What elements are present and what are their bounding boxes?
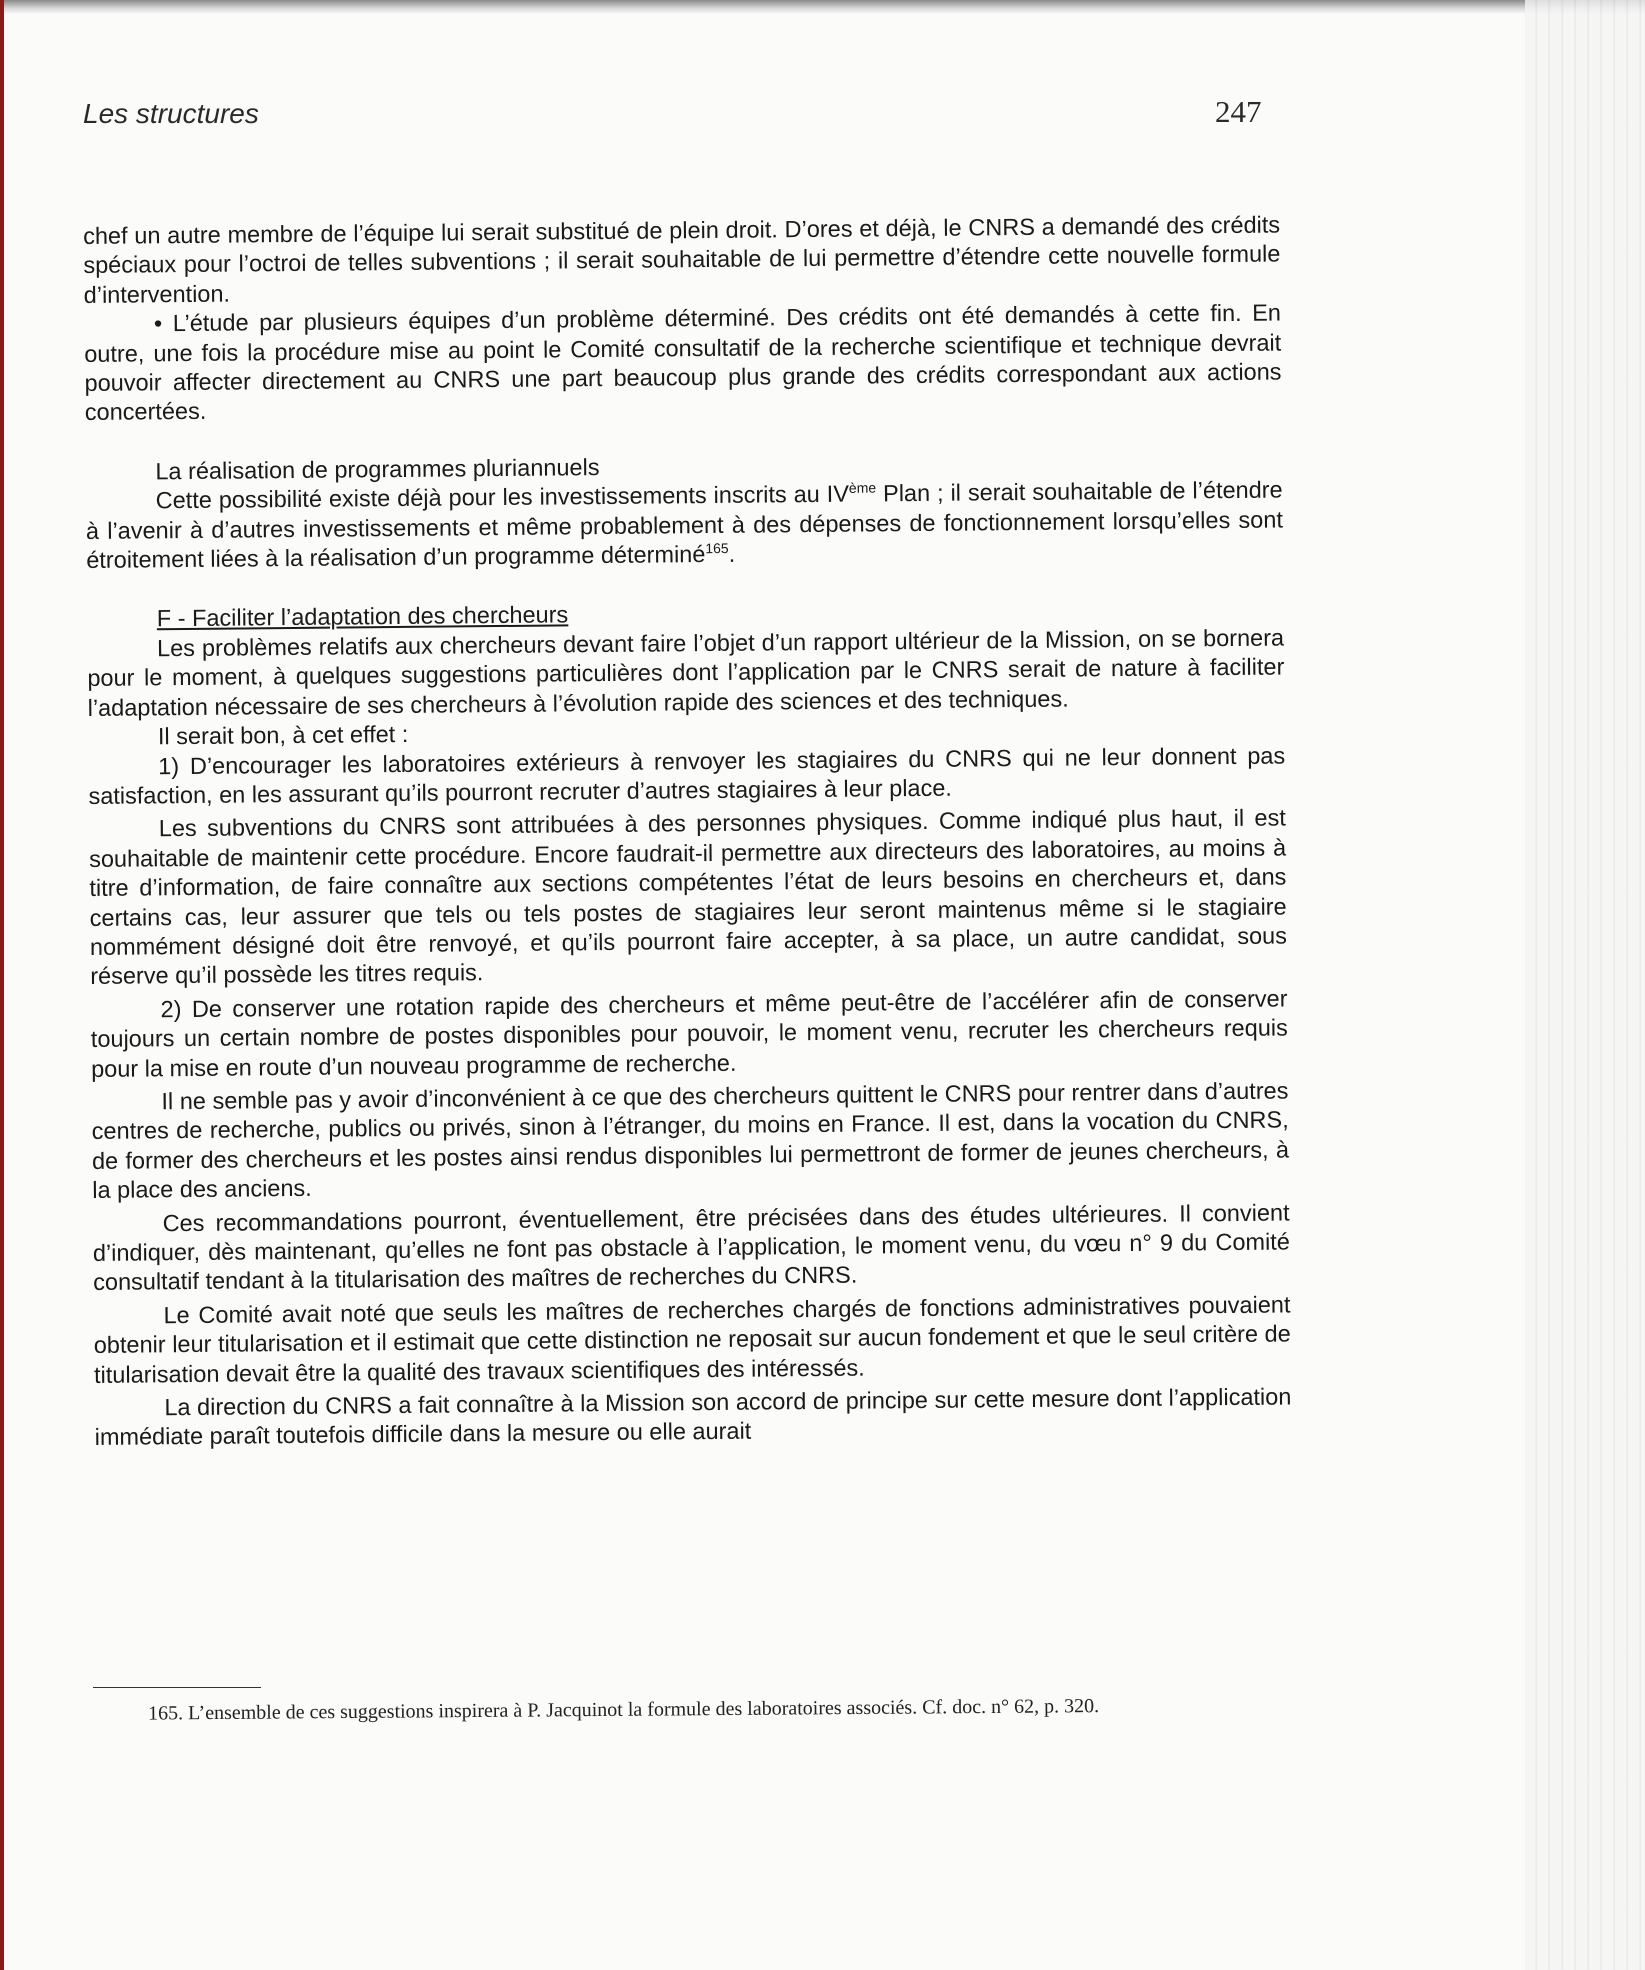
paragraph-11: Le Comité avait noté que seuls les maîtres de recherches chargés de fonctions administratives pouvaient obtenir leur titularisation et il estimait que cette distinction ne reposait sur aucun fondement et que le seul critère de titularisation devait être la qualité des travaux scientifiques des intéressés. xyxy=(93,1291,1291,1388)
paragraph-10: Ces recommandations pourront, éventuellement, être précisées dans des études ultérieures. Il convient d’indiquer, dès maintenant, qu’elles ne font pas obstacle à l’application, le moment venu, du vœu n° 9 du Comité consultatif tendant à la titularisation des maîtres de recherches du CNRS. xyxy=(92,1199,1290,1296)
section-heading-f-text: F - Faciliter l’adaptation des chercheurs xyxy=(156,601,569,632)
paragraph-3 xyxy=(86,476,1284,576)
page-left-edge xyxy=(0,0,4,1970)
paragraph-5: Il serait bon, à cet effet : xyxy=(157,720,409,750)
footnote-165: 165. L’ensemble de ces suggestions inspirera à P. Jacquinot la formule des laboratoires associés. Cf. doc. n° 62, p. 320. xyxy=(148,1695,1100,1725)
footnote-reference: 165 xyxy=(705,540,729,557)
body-text xyxy=(83,211,1292,1453)
paragraph-3-part-b: Plan ; il serait souhaitable de l’étendre à l’avenir à d’autres investissements et même probablement à des dépenses de fonctionnement lorsqu’elles sont étroitement liées à la réalisation d’un programme déterminé xyxy=(85,476,1284,574)
page-top-shadow xyxy=(0,0,1645,14)
page-right-edge xyxy=(1525,0,1645,1970)
paragraph-6: 1) D’encourager les laboratoires extérieurs à renvoyer les stagiaires du CNRS qui ne leur donnent pas satisfaction, en les assurant qu’ils pourront recruter d’autres stagiaires à leur place. xyxy=(88,741,1286,809)
page-number: 247 xyxy=(1215,94,1262,129)
paragraph-2: • L’étude par plusieurs équipes d’un problème déterminé. Des crédits ont été demandés à cette fin. En outre, une fois la procédure mise au point le Comité consultatif de la recherche scientifique et technique devrait pouvoir affecter directement au CNRS une part beaucoup plus grande des crédits correspondant aux actions concertées. xyxy=(84,299,1282,426)
superscript-eme: ème xyxy=(848,479,877,497)
running-head: Les structures xyxy=(83,98,259,129)
paragraph-3-end: . xyxy=(728,540,736,567)
paragraph-12: La direction du CNRS a fait connaître à la Mission son accord de principe sur cette mesure dont l’application immédiate paraît toutefois difficile dans la mesure ou elle aurait xyxy=(94,1383,1292,1451)
heading-programmes: La réalisation de programmes pluriannuels xyxy=(155,453,600,485)
footnote-rule xyxy=(93,1687,261,1688)
paragraph-8: 2) De conserver une rotation rapide des chercheurs et même peut-être de l’accélérer afin de conserver toujours un certain nombre de postes disponibles pour pouvoir, le moment venu, recruter les chercheurs requis pour la mise en route d’un nouveau programme de recherche. xyxy=(90,985,1288,1082)
paragraph-1: chef un autre membre de l’équipe lui serait substitué de plein droit. D’ores et déjà, le CNRS a demandé des crédits spéciaux pour l’octroi de telles subventions ; il serait souhaitable de lui permettre d’étendre cette nouvelle formule d’intervention. xyxy=(83,211,1281,308)
paragraph-9: Il ne semble pas y avoir d’inconvénient à ce que des chercheurs quittent le CNRS pour rentrer dans d’autres centres de recherche, publics ou privés, sinon à l’étranger, du moins en France. Il est, dans la vocation du CNRS, de former des chercheurs et les postes ainsi rendus disponibles lui permettront de former de jeunes chercheurs, à la place des anciens. xyxy=(91,1077,1290,1204)
paragraph-3-part-a: Cette possibilité existe déjà pour les investissements inscrits au IV xyxy=(155,480,850,514)
paragraph-4: Les problèmes relatifs aux chercheurs devant faire l’objet d’un rapport ultérieur de la Mission, on se bornera pour le moment, à quelques suggestions particulières dont l’application par le CNRS serait de nature à faciliter l’adaptation nécessaire de ses chercheurs à l’évolution rapide des sciences et des techniques. xyxy=(87,624,1285,721)
paragraph-7: Les subventions du CNRS sont attribuées à des personnes physiques. Comme indiqué plus haut, il est souhaitable de maintenir cette procédure. Encore faudrait-il permettre aux directeurs des laboratoires, au moins à titre d’information, de faire connaître aux sections compétentes l’état de leurs besoins en chercheurs et, dans certains cas, leur assurer que tels ou tels postes de stagiaires leur seront maintenus même si le stagiaire nommément désigné doit être renvoyé, et qu’ils pourront faire accepter, à sa place, un autre candidat, sous réserve qu’il possède les titres requis. xyxy=(88,804,1288,990)
